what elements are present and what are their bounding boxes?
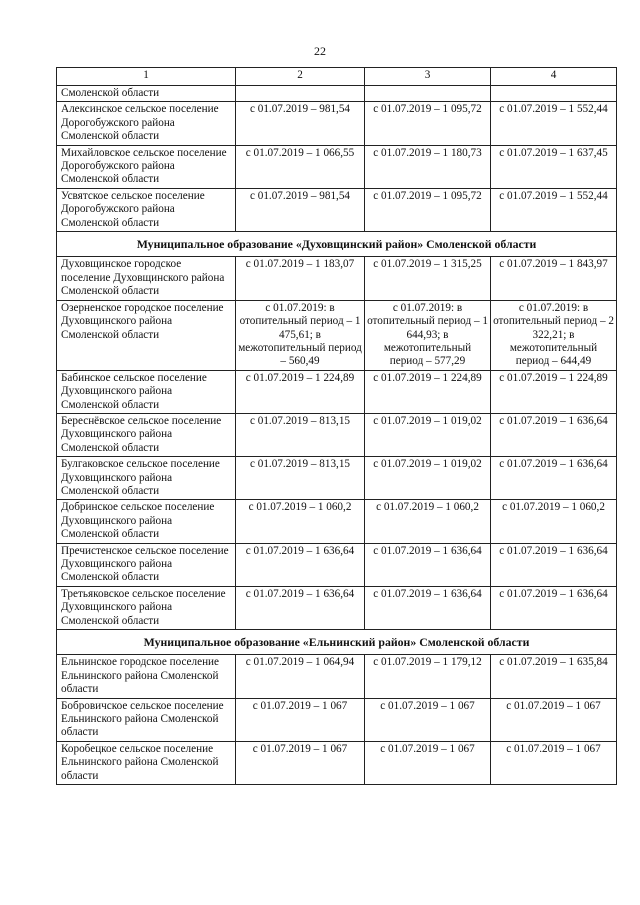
tariff-value: с 01.07.2019 – 1 060,2 xyxy=(365,500,491,543)
tariff-value: с 01.07.2019 – 1 067 xyxy=(365,741,491,784)
column-number: 2 xyxy=(236,68,365,86)
tariff-value: с 01.07.2019 – 1 095,72 xyxy=(365,102,491,145)
settlement-name: Коробецкое сельское поселение Ельнинского района Смоленской области xyxy=(57,741,236,784)
table-row xyxy=(57,698,617,741)
settlement-name: Береснёвское сельское поселение Духовщинского района Смоленской области xyxy=(57,413,236,456)
table-row xyxy=(57,102,617,145)
column-number: 3 xyxy=(365,68,491,86)
settlement-name: Ельнинское городское поселение Ельнинского района Смоленской области xyxy=(57,655,236,698)
tariff-value: с 01.07.2019: в отопительный период – 1 644,93; в межотопительный период – 577,29 xyxy=(365,300,491,370)
tariff-value: с 01.07.2019 – 813,15 xyxy=(236,413,365,456)
settlement-name: Третьяковское сельское поселение Духовщинского района Смоленской области xyxy=(57,586,236,629)
column-number-row xyxy=(57,68,617,86)
table-body xyxy=(57,86,617,785)
settlement-name: Бобровичское сельское поселение Ельнинского района Смоленской области xyxy=(57,698,236,741)
group-title: Муниципальное образование «Духовщинский район» Смоленской области xyxy=(57,232,617,257)
tariff-table xyxy=(56,67,617,785)
tariff-value: с 01.07.2019 – 1 552,44 xyxy=(491,188,617,231)
tariff-value: с 01.07.2019 – 1 635,84 xyxy=(491,655,617,698)
tariff-value: с 01.07.2019 – 1 067 xyxy=(236,741,365,784)
tariff-value: с 01.07.2019 – 981,54 xyxy=(236,188,365,231)
settlement-name: Бабинское сельское поселение Духовщинского района Смоленской области xyxy=(57,370,236,413)
table-row xyxy=(57,257,617,300)
tariff-value: с 01.07.2019 – 1 552,44 xyxy=(491,102,617,145)
tariff-value: с 01.07.2019 – 1 066,55 xyxy=(236,145,365,188)
tariff-value: с 01.07.2019 – 1 095,72 xyxy=(365,188,491,231)
tariff-value: с 01.07.2019 – 1 636,64 xyxy=(365,586,491,629)
settlement-name: Духовщинское городское поселение Духовщинского района Смоленской области xyxy=(57,257,236,300)
table-row xyxy=(57,586,617,629)
tariff-value: с 01.07.2019: в отопительный период – 2 322,21; в межотопительный период – 644,49 xyxy=(491,300,617,370)
tariff-value: с 01.07.2019 – 1 636,64 xyxy=(491,586,617,629)
tariff-value: с 01.07.2019 – 1 183,07 xyxy=(236,257,365,300)
group-header-row xyxy=(57,232,617,257)
column-number: 4 xyxy=(491,68,617,86)
tariff-value: с 01.07.2019 – 1 843,97 xyxy=(491,257,617,300)
tariff-value: с 01.07.2019 – 1 636,64 xyxy=(236,586,365,629)
page-number: 22 xyxy=(314,44,326,58)
tariff-value xyxy=(491,86,617,102)
table-row xyxy=(57,370,617,413)
group-title: Муниципальное образование «Ельнинский район» Смоленской области xyxy=(57,630,617,655)
tariff-value: с 01.07.2019 – 1 067 xyxy=(365,698,491,741)
tariff-value: с 01.07.2019 – 1 180,73 xyxy=(365,145,491,188)
table-row xyxy=(57,655,617,698)
tariff-value: с 01.07.2019 – 1 019,02 xyxy=(365,413,491,456)
settlement-name: Добринское сельское поселение Духовщинского района Смоленской области xyxy=(57,500,236,543)
table-row xyxy=(57,413,617,456)
table-row xyxy=(57,86,617,102)
tariff-value: с 01.07.2019 – 1 060,2 xyxy=(236,500,365,543)
tariff-value: с 01.07.2019 – 1 067 xyxy=(491,698,617,741)
settlement-name: Усвятское сельское поселение Дорогобужского района Смоленской области xyxy=(57,188,236,231)
table-row xyxy=(57,457,617,500)
tariff-value xyxy=(236,86,365,102)
column-number: 1 xyxy=(57,68,236,86)
table-row xyxy=(57,300,617,370)
tariff-value: с 01.07.2019 – 1 064,94 xyxy=(236,655,365,698)
tariff-value: с 01.07.2019 – 1 067 xyxy=(236,698,365,741)
settlement-name: Михайловское сельское поселение Дорогобужского района Смоленской области xyxy=(57,145,236,188)
settlement-name: Озерненское городское поселение Духовщинского района Смоленской области xyxy=(57,300,236,370)
tariff-value: с 01.07.2019: в отопительный период – 1 475,61; в межотопительный период – 560,49 xyxy=(236,300,365,370)
table-row xyxy=(57,741,617,784)
group-header-row xyxy=(57,630,617,655)
settlement-name: Пречистенское сельское поселение Духовщинского района Смоленской области xyxy=(57,543,236,586)
tariff-value: с 01.07.2019 – 1 636,64 xyxy=(491,543,617,586)
tariff-value: с 01.07.2019 – 1 636,64 xyxy=(236,543,365,586)
table-row xyxy=(57,188,617,231)
tariff-value: с 01.07.2019 – 981,54 xyxy=(236,102,365,145)
tariff-value: с 01.07.2019 – 1 224,89 xyxy=(491,370,617,413)
settlement-name: Булгаковское сельское поселение Духовщинского района Смоленской области xyxy=(57,457,236,500)
tariff-value: с 01.07.2019 – 813,15 xyxy=(236,457,365,500)
tariff-value: с 01.07.2019 – 1 060,2 xyxy=(491,500,617,543)
tariff-value: с 01.07.2019 – 1 637,45 xyxy=(491,145,617,188)
tariff-value: с 01.07.2019 – 1 224,89 xyxy=(365,370,491,413)
table-row xyxy=(57,145,617,188)
settlement-name: Алексинское сельское поселение Дорогобужского района Смоленской области xyxy=(57,102,236,145)
tariff-value: с 01.07.2019 – 1 067 xyxy=(491,741,617,784)
tariff-value: с 01.07.2019 – 1 179,12 xyxy=(365,655,491,698)
tariff-value: с 01.07.2019 – 1 224,89 xyxy=(236,370,365,413)
tariff-value xyxy=(365,86,491,102)
tariff-value: с 01.07.2019 – 1 315,25 xyxy=(365,257,491,300)
tariff-value: с 01.07.2019 – 1 636,64 xyxy=(365,543,491,586)
settlement-name: Смоленской области xyxy=(57,86,236,102)
table-row xyxy=(57,543,617,586)
table-row xyxy=(57,500,617,543)
tariff-value: с 01.07.2019 – 1 019,02 xyxy=(365,457,491,500)
tariff-value: с 01.07.2019 – 1 636,64 xyxy=(491,457,617,500)
tariff-value: с 01.07.2019 – 1 636,64 xyxy=(491,413,617,456)
